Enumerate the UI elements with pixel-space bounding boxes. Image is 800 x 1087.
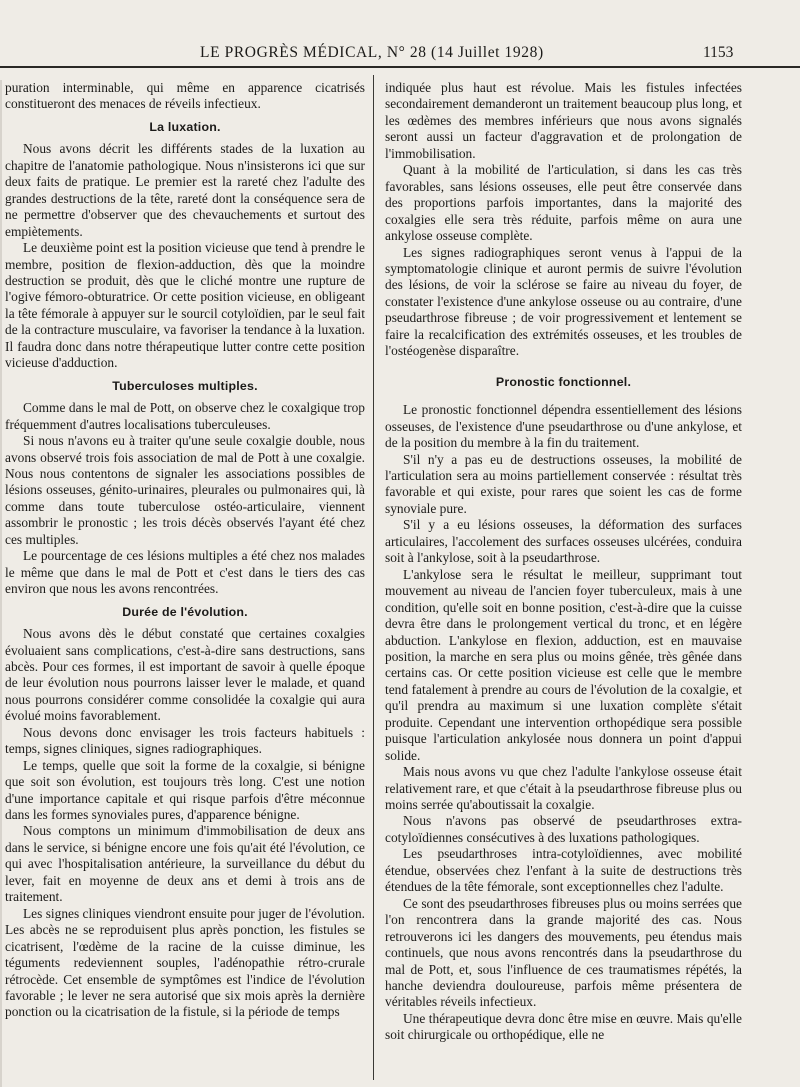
journal-title: LE PROGRÈS MÉDICAL, N° 28 (14 Juillet 1928) <box>200 44 544 61</box>
paragraph: Les pseudarthroses intra-cotyloïdiennes, avec mobilité étendue, observées chez l'enfant à la suite de destructions très étendues de la tête fémorale, sont exceptionnelles chez l'adulte. <box>385 846 742 895</box>
paragraph: Le deuxième point est la position vicieuse que tend à prendre le membre, position de flexion-adduction, dès que la moindre destruction se produit, dès que le cliché montre une rupture de l'ogive fémoro-obturatrice. Or cette position vicieuse, en obligeant la tête fémorale à appuyer sur le sourcil cotyloïdien, par le seul fait de la contracture musculaire, va favoriser la tendance à la luxation. Il faudra donc dans notre thérapeutique lutter contre cette position vicieuse d'adduction. <box>5 240 365 371</box>
paragraph: Nous avons décrit les différents stades de la luxation au chapitre de l'anatomie pathologique. Nous n'insisterons ici que sur deux faits de pratique. Le premier est la rareté chez l'adulte des grandes destructions de la tête, rareté dont la conséquence sera de ne permettre d'observer que des chevauchements et surtout des empiètements. <box>5 141 365 239</box>
page-edge-shadow <box>0 80 2 1087</box>
header-rule <box>0 66 800 68</box>
paragraph: Une thérapeutique devra donc être mise en œuvre. Mais qu'elle soit chirurgicale ou orthopédique, elle ne <box>385 1010 742 1043</box>
paragraph: Quant à la mobilité de l'articulation, si dans les cas très favorables, sans lésions osseuses, elle peut être conservée dans des proportions parfois importantes, dans la majorité des coxalgies elle sera très réduite, parfois même on aura une ankylose osseuse complète. <box>385 162 742 244</box>
column-divider <box>373 75 374 1080</box>
paragraph: Nous avons dès le début constaté que certaines coxalgies évoluaient sans complications, c'est-à-dire sans destructions, sans abcès. Pour ces formes, il est important de savoir à quelle époque de leur évolution nous pourrons laisser lever le malade, et quand nous pourrons considérer comme consolidée la coxalgie qui aura évolué moins favorablement. <box>5 626 365 724</box>
section-heading: Durée de l'évolution. <box>122 604 248 619</box>
paragraph: S'il n'y a pas eu de destructions osseuses, la mobilité de l'articulation sera au moins partiellement conservée : résultat très favorable et qui existe, pour rares que soient les cas de forme synoviale pure. <box>385 451 742 516</box>
paragraph: S'il y a eu lésions osseuses, la déformation des surfaces articulaires, l'accolement des surfaces osseuses ulcérées, conduira soit à l'ankylose, soit à la pseudarthrose. <box>385 517 742 566</box>
paragraph: Les signes radiographiques seront venus à l'appui de la symptomatologie clinique et auront permis de suivre l'évolution des lésions, de voir la sclérose se faire au niveau du foyer, de constater l'existence d'une ankylose osseuse ou au contraire, d'une pseudarthrose fibreuse ; de voir progressivement et lentement se faire la recalcification des extrémités osseuses, et les troubles de l'ostéogenèse disparaître. <box>385 244 742 359</box>
section-heading: Pronostic fonctionnel. <box>495 374 632 389</box>
paragraph: puration interminable, qui même en apparence cicatrisés constitueront des menaces de réveils infectieux. <box>5 80 365 112</box>
paragraph: Ce sont des pseudarthroses fibreuses plus ou moins serrées que l'on rencontrera dans la grande majorité des cas. Nous retrouverons ici les dangers des mouvements, peu étendus mais continuels, que nous avons rencontrés dans la pseudarthrose du mal de Pott, et, sous l'influence de ces traumatismes répétés, la hanche deviendra douloureuse, parfois même présentera de véritables réveils infectieux. <box>385 895 742 1010</box>
section-heading: La luxation. <box>149 119 221 134</box>
paragraph: L'ankylose sera le résultat le meilleur, supprimant tout mouvement au niveau de l'ancien foyer tuberculeux, mais à une condition, qu'elle soit en bonne position, c'est-à-dire que la cuisse devra être dans le prolongement vertical du tronc, et en légère abduction. L'ankylose en flexion, adduction, est en mauvaise position, la marche en sera plus ou moins gênée, très gênée dans certains cas. Or cette position vicieuse est celle que le membre tend fatalement à prendre au cours de l'évolution de la coxalgie, et qu'il prendra au maximum si une luxation complète s'était produite. Cependant une intervention orthopédique sera possible puisque l'articulation ankylosée nous donnera un point d'appui solide. <box>385 566 742 763</box>
paragraph: Si nous n'avons eu à traiter qu'une seule coxalgie double, nous avons observé trois fois association de mal de Pott à une coxalgie. Nous nous contentons de signaler les associations possibles de lésions osseuses, génito-urinaires, pleurales ou pulmonaires qui, là comme dans toute tuberculose ostéo-articulaire, viennent assombrir le pronostic ; les trois décès observés l'ayant été chez ces multiples. <box>5 433 365 547</box>
page-header <box>0 44 800 66</box>
right-column <box>385 80 742 1044</box>
page-number: 1153 <box>703 44 734 61</box>
paragraph: indiquée plus haut est révolue. Mais les fistules infectées secondairement demanderont un traitement beaucoup plus long, et les œdèmes des membres inférieurs que nous avons signalés seront aussi un facteur d'aggravation et de prolongation de l'immobilisation. <box>385 80 742 161</box>
paragraph: Les signes cliniques viendront ensuite pour juger de l'évolution. Les abcès ne se reproduisent plus après ponction, les fistules se cicatrisent, l'œdème de la racine de la cuisse diminue, les téguments redeviennent souples, l'adénopathie rétro-crurale rétrocède. Cet ensemble de symptômes est l'indice de l'évolution favorable ; le lever ne sera autorisé que six mois après la dernière ponction ou la cicatrisation de la fistule, si la période de temps <box>5 905 365 1020</box>
paragraph: Le pourcentage de ces lésions multiples a été chez nos malades le même que dans le mal de Pott et c'est dans le tiers des cas environ que nous les avons rencontrées. <box>5 548 365 597</box>
paragraph: Comme dans le mal de Pott, on observe chez le coxalgique trop fréquemment d'autres localisations tuberculeuses. <box>5 400 365 432</box>
left-column <box>5 80 365 1021</box>
paragraph: Mais nous avons vu que chez l'adulte l'ankylose osseuse était relativement rare, et que c'était à la pseudarthrose fibreuse plus ou moins serrée qu'aboutissait la coxalgie. <box>385 764 742 813</box>
paragraph: Le temps, quelle que soit la forme de la coxalgie, si bénigne que soit son évolution, est toujours très long. C'est une notion d'une importance capitale et qui risque parfois d'être méconnue dans les formes synoviales pures, d'apparence bénigne. <box>5 757 365 823</box>
paragraph: Nous devons donc envisager les trois facteurs habituels : temps, signes cliniques, signes radiographiques. <box>5 724 365 757</box>
paragraph: Le pronostic fonctionnel dépendra essentiellement des lésions osseuses, de l'existence d'une pseudarthrose ou d'une ankylose, et de la position du membre à la fin du traitement. <box>385 402 742 451</box>
section-heading: Tuberculoses multiples. <box>112 378 258 393</box>
paragraph: Nous comptons un minimum d'immobilisation de deux ans dans le service, si bénigne encore une fois qu'ait été l'évolution, ce qui avec l'hospitalisation antérieure, la surveillance du début du lever, fait en moyenne de deux ans et demi à trois ans de traitement. <box>5 823 365 905</box>
paragraph: Nous n'avons pas observé de pseudarthroses extra-cotyloïdiennes consécutives à des luxations pathologiques. <box>385 813 742 845</box>
